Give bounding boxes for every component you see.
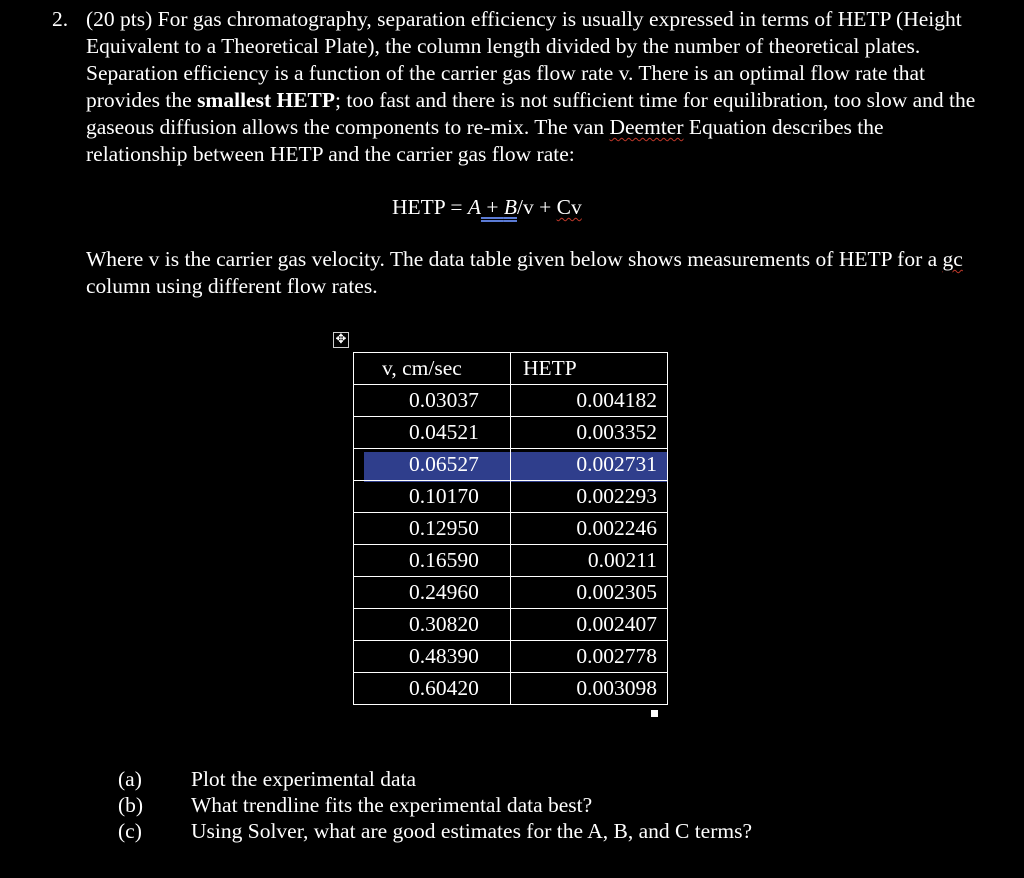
question-part-c	[118, 818, 752, 844]
table-row	[354, 481, 668, 513]
equation-lhs: HETP =	[392, 195, 468, 219]
problem-statement	[52, 6, 982, 168]
table-row	[354, 385, 668, 417]
question-part-b	[118, 792, 752, 818]
equation-slash-v: /v	[517, 195, 534, 219]
description-text-end: column using different flow rates.	[86, 274, 378, 298]
cell-hetp[interactable]: 0.002778	[511, 641, 668, 673]
cell-velocity[interactable]: 0.16590	[354, 545, 511, 577]
data-table[interactable]	[353, 352, 668, 705]
cell-hetp[interactable]: 0.002246	[511, 513, 668, 545]
cell-hetp[interactable]: 0.002293	[511, 481, 668, 513]
equation-c-term: Cv	[556, 195, 582, 219]
cell-hetp[interactable]: 0.002407	[511, 609, 668, 641]
table-row	[354, 545, 668, 577]
question-part-a	[118, 766, 752, 792]
spelling-flag-gc[interactable]: gc	[942, 247, 963, 271]
bold-term: smallest HETP	[197, 88, 336, 112]
cell-velocity[interactable]: 0.12950	[354, 513, 511, 545]
cell-velocity[interactable]: 0.30820	[354, 609, 511, 641]
data-description	[86, 246, 966, 300]
part-label: (c)	[118, 819, 142, 843]
problem-intro: (20 pts) For gas chromatography, separation efficiency is usually expressed in terms of HETP (Height Equivalent to a Theoretical Plate), the column length divided by the number of theoretical plates. Separation efficiency is a function of the carrier gas flow rate v. There is an optimal flow rate that provides the	[86, 7, 962, 112]
cell-hetp[interactable]: 0.003352	[511, 417, 668, 449]
cell-velocity[interactable]: 0.06527	[354, 449, 511, 481]
description-text: Where v is the carrier gas velocity. The data table given below shows measurements of HETP for a	[86, 247, 938, 271]
cell-hetp[interactable]: 0.00211	[511, 545, 668, 577]
question-parts	[118, 766, 752, 844]
van-deemter-equation	[392, 194, 582, 221]
cell-velocity[interactable]: 0.04521	[354, 417, 511, 449]
table-row	[354, 513, 668, 545]
cell-velocity[interactable]: 0.24960	[354, 577, 511, 609]
cell-hetp[interactable]: 0.002731	[511, 449, 668, 481]
cell-velocity[interactable]: 0.03037	[354, 385, 511, 417]
equation-a-term: A	[467, 195, 481, 219]
spelling-flag-deemter[interactable]: Deemter	[609, 115, 684, 139]
column-header-velocity[interactable]: v, cm/sec	[354, 353, 511, 385]
equation-plus-1: +	[480, 195, 504, 219]
problem-ending: Equation describes the relationship between HETP and the carrier gas flow rate:	[86, 115, 884, 166]
equation-plus-2: +	[533, 195, 557, 219]
table-row	[354, 641, 668, 673]
table-row	[354, 609, 668, 641]
table-row	[354, 417, 668, 449]
cell-velocity[interactable]: 0.60420	[354, 673, 511, 705]
part-text: Using Solver, what are good estimates for the A, B, and C terms?	[191, 819, 753, 843]
problem-text	[86, 6, 982, 168]
equation-b-term: B	[503, 195, 517, 219]
table-header-row	[354, 353, 668, 385]
cell-hetp[interactable]: 0.002305	[511, 577, 668, 609]
table-row-selected	[354, 449, 668, 481]
part-text: What trendline fits the experimental data best?	[191, 793, 593, 817]
cell-hetp[interactable]: 0.004182	[511, 385, 668, 417]
table-row	[354, 673, 668, 705]
part-label: (a)	[118, 767, 142, 791]
part-text: Plot the experimental data	[191, 767, 417, 791]
table-move-handle-icon[interactable]: ✥	[333, 332, 349, 348]
table-resize-handle[interactable]	[651, 710, 658, 717]
table-row	[354, 577, 668, 609]
cell-hetp[interactable]: 0.003098	[511, 673, 668, 705]
problem-continuation: ; too fast and there is not sufficient time for equilibration, too slow and the gaseous diffusion allows the components to re-mix. The van	[86, 88, 976, 139]
part-label: (b)	[118, 793, 144, 817]
cell-velocity[interactable]: 0.48390	[354, 641, 511, 673]
column-header-hetp[interactable]: HETP	[511, 353, 668, 385]
question-number: 2.	[52, 7, 69, 31]
cell-velocity[interactable]: 0.10170	[354, 481, 511, 513]
